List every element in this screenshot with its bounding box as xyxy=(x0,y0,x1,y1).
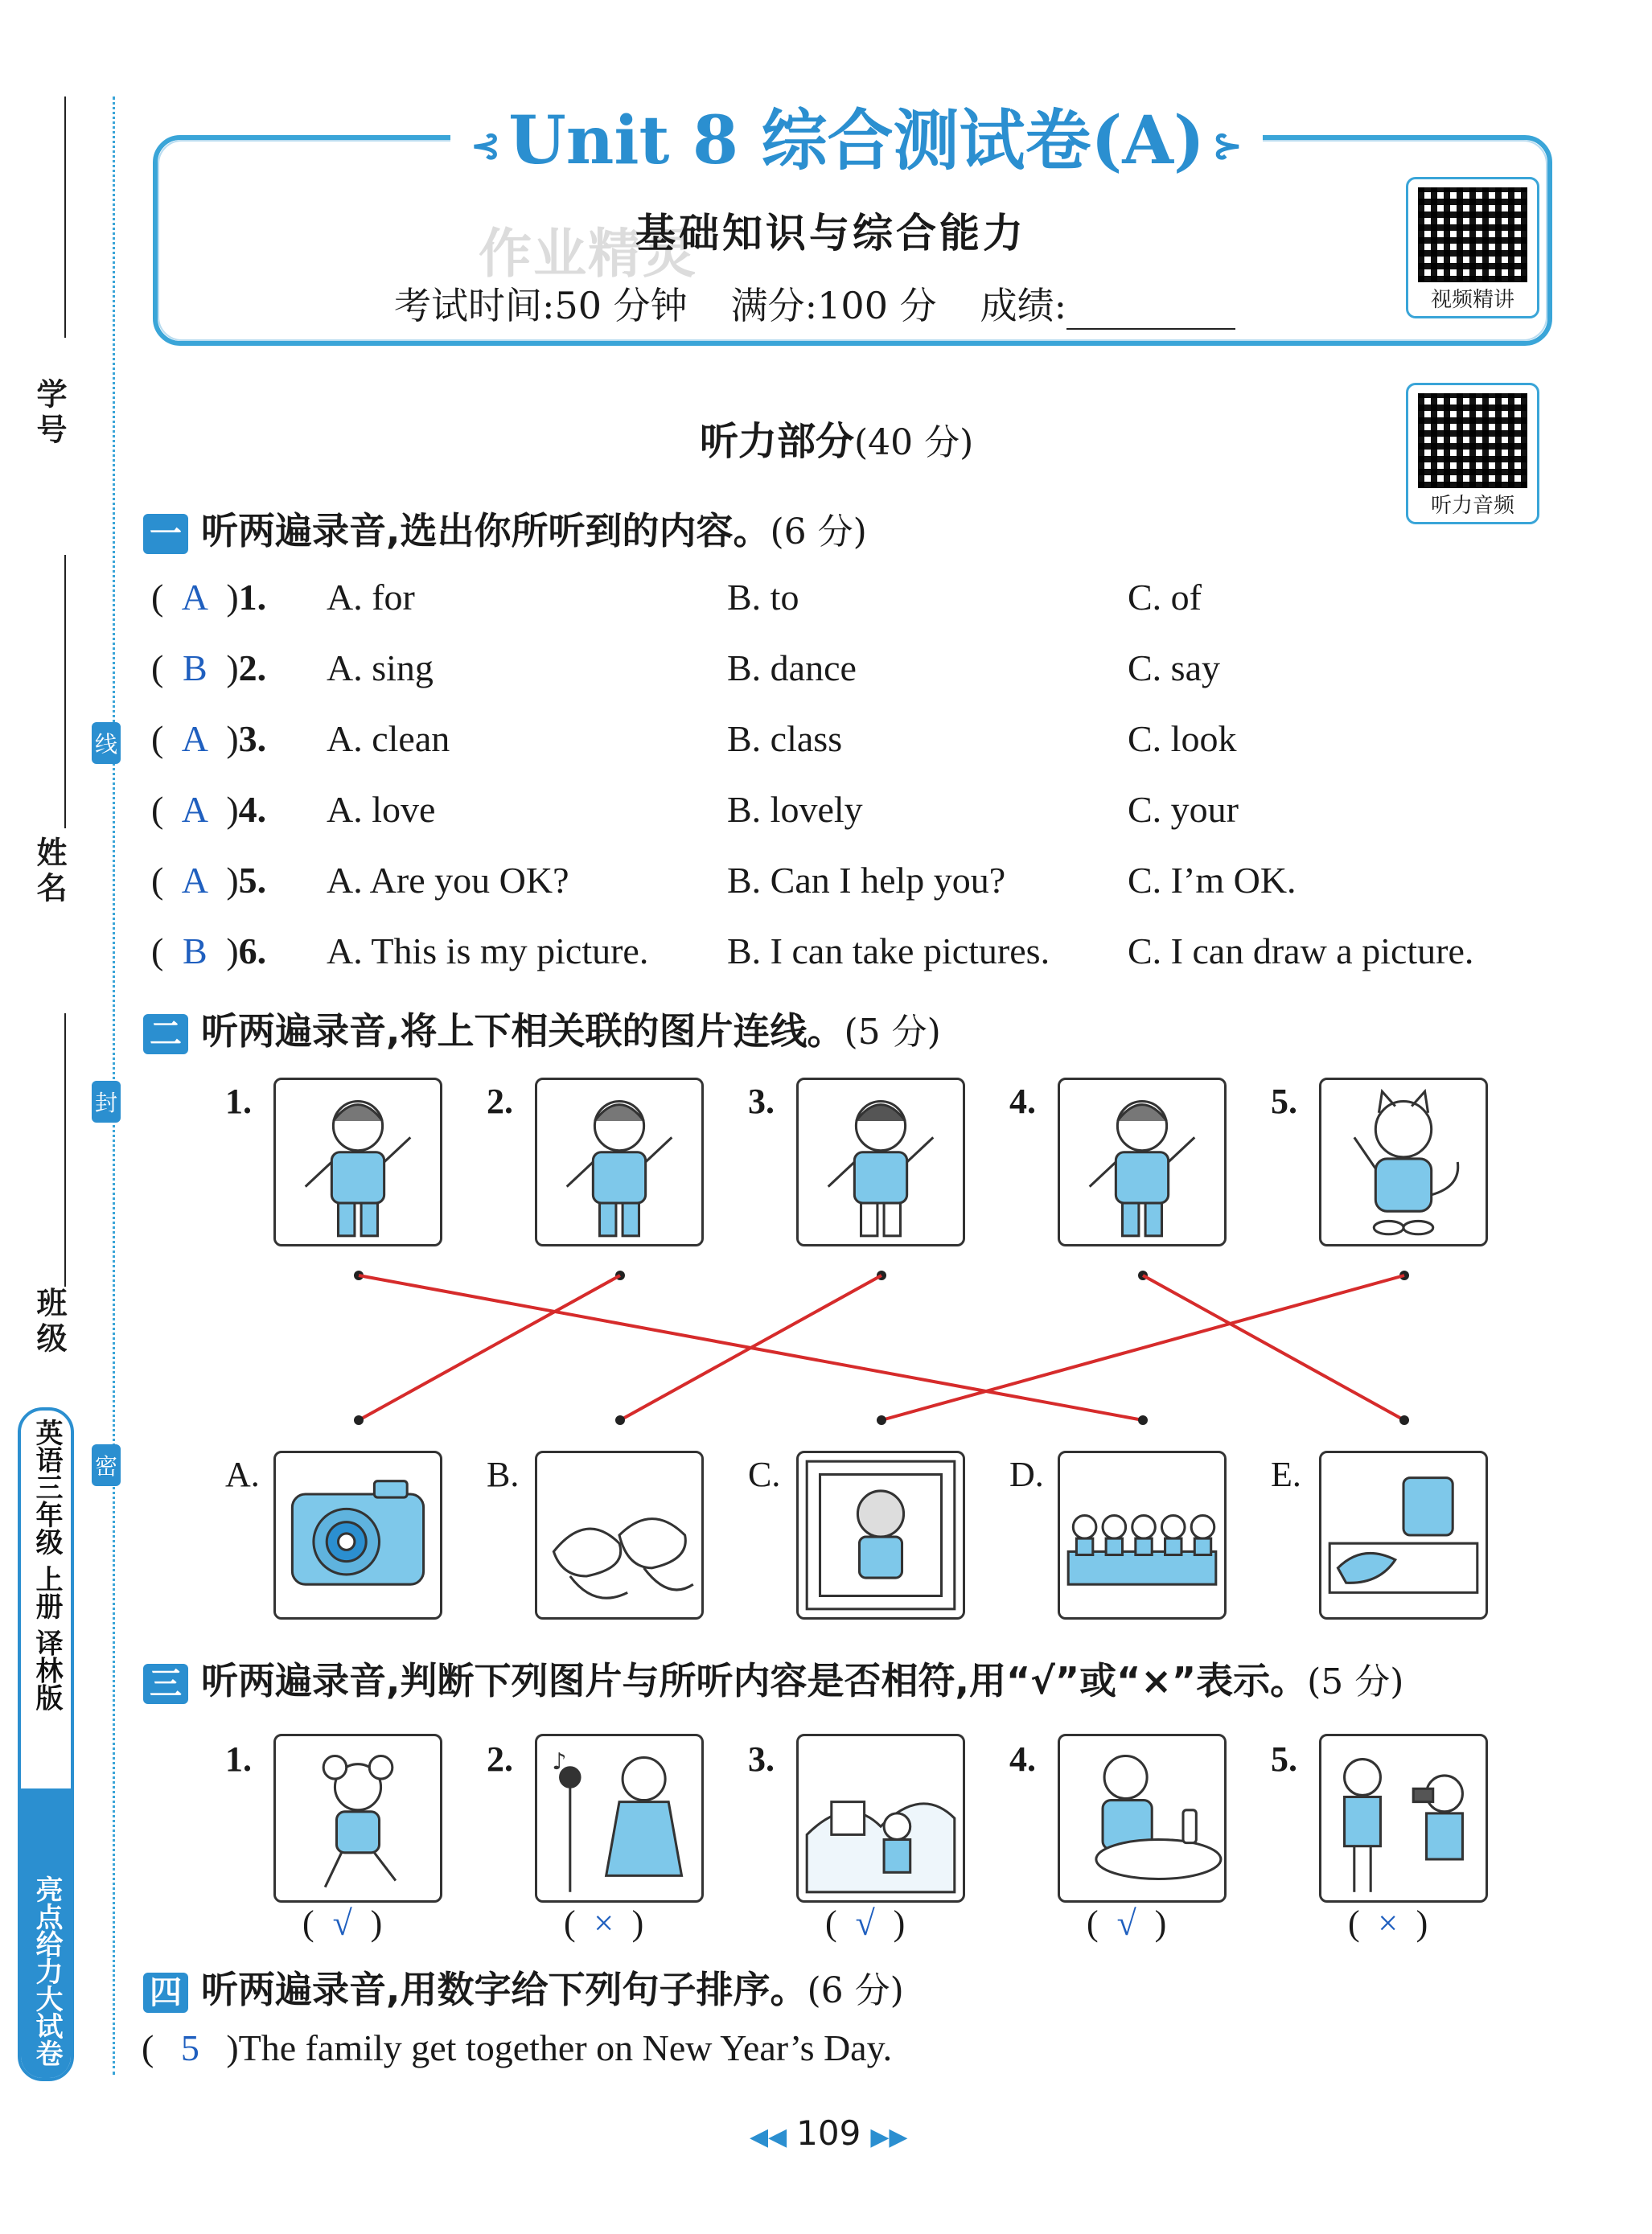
top-picture-label: 3. xyxy=(748,1082,775,1121)
section-2-points: (5 分) xyxy=(844,1012,941,1053)
question-number: 2. xyxy=(238,647,267,688)
cut-mark-secret: 密 xyxy=(92,1444,121,1486)
cut-mark-seal: 封 xyxy=(92,1081,121,1123)
judge-mark[interactable]: × xyxy=(1378,1903,1399,1943)
top-picture-label: 2. xyxy=(487,1082,513,1121)
judge-mark[interactable]: √ xyxy=(1116,1903,1136,1943)
question-number: 6. xyxy=(238,930,267,971)
option-c: C. of xyxy=(1128,577,1202,618)
judge-picture-card[interactable] xyxy=(1058,1734,1227,1903)
section-2-number: 二 xyxy=(143,1014,188,1054)
listening-title-text: 听力部分 xyxy=(700,419,855,464)
section-4-title: 听两遍录音,用数字给下列句子排序。 xyxy=(201,1968,808,2011)
option-b: B. class xyxy=(727,718,843,759)
option-c: C. your xyxy=(1128,789,1239,830)
judge-answer: ( × ) xyxy=(1348,1903,1428,1943)
question-row: ( B )2. A. sing B. dance C. say xyxy=(151,647,1220,688)
option-c: C. I’m OK. xyxy=(1128,860,1297,901)
left-arrow-icon: ⊰ xyxy=(471,125,501,166)
judge-mark[interactable]: √ xyxy=(332,1903,352,1943)
svg-text:♪: ♪ xyxy=(552,1747,567,1775)
match-line xyxy=(359,1275,620,1420)
option-a: A. Are you OK? xyxy=(327,860,569,901)
option-b: B. to xyxy=(727,577,799,618)
judge-mark[interactable]: √ xyxy=(855,1903,875,1943)
bottom-picture-label: C. xyxy=(748,1455,781,1494)
match-line xyxy=(1143,1275,1404,1420)
option-b: B. lovely xyxy=(727,789,863,830)
right-arrow-icon: ⊱ xyxy=(1212,125,1243,166)
answer-choice[interactable]: B xyxy=(182,647,208,688)
option-b: B. I can take pictures. xyxy=(727,930,1050,971)
match-line xyxy=(881,1275,1404,1420)
ordering-answer[interactable]: 5 xyxy=(180,2027,199,2068)
full-score: 满分:100 分 xyxy=(730,284,937,327)
option-c: C. I can draw a picture. xyxy=(1128,930,1474,971)
next-arrow-icon: ▶▶ xyxy=(870,2123,908,2151)
answer-choice[interactable]: B xyxy=(182,930,208,971)
section-3-heading xyxy=(143,1652,1403,1705)
judge-picture-label: 1. xyxy=(225,1739,252,1779)
question-row: ( A )3. A. clean B. class C. look xyxy=(151,718,1237,759)
judge-picture-card[interactable] xyxy=(1319,1734,1488,1903)
top-picture-label: 1. xyxy=(225,1082,252,1121)
judge-picture-card[interactable] xyxy=(796,1734,965,1903)
section-1-title: 听两遍录音,选出你所听到的内容。 xyxy=(201,509,771,552)
score-label: 成绩: xyxy=(980,284,1067,327)
page-number xyxy=(740,2113,917,2153)
cut-mark-line: 线 xyxy=(92,722,121,764)
judge-picture-label: 4. xyxy=(1009,1739,1036,1779)
listening-points: (40 分) xyxy=(854,422,974,463)
subtitle: 基础知识与综合能力 xyxy=(635,210,1026,257)
question-row: ( A )4. A. love B. lovely C. your xyxy=(151,789,1239,830)
student-no-label: 学号 xyxy=(31,378,67,449)
option-c: C. say xyxy=(1128,647,1220,688)
judge-picture-label: 2. xyxy=(487,1739,513,1779)
question-row: ( A )5. A. Are you OK? B. Can I help you? C. I’m OK. xyxy=(151,860,1297,901)
section-3-points: (5 分) xyxy=(1307,1661,1404,1702)
bottom-picture-card[interactable] xyxy=(796,1451,965,1620)
class-label: 班级 xyxy=(31,1287,67,1357)
bottom-match-dot[interactable] xyxy=(1138,1415,1148,1425)
bottom-picture-card[interactable] xyxy=(535,1451,704,1620)
top-picture-label: 4. xyxy=(1009,1082,1036,1121)
option-a: A. for xyxy=(327,577,415,618)
question-number: 3. xyxy=(238,718,267,759)
section-4-points: (6 分) xyxy=(807,1970,904,2011)
qr-audio-label: 听力音频 xyxy=(1430,494,1514,518)
bottom-picture-card[interactable] xyxy=(273,1451,442,1620)
bottom-picture-label: A. xyxy=(225,1455,260,1494)
judge-picture-label: 5. xyxy=(1271,1739,1297,1779)
option-a: A. This is my picture. xyxy=(327,930,649,971)
match-line xyxy=(620,1275,881,1420)
option-a: A. sing xyxy=(327,647,434,688)
question-number: 1. xyxy=(238,577,267,618)
name-label: 姓名 xyxy=(31,836,67,907)
judge-mark[interactable]: × xyxy=(594,1903,614,1943)
watermark: 作业精灵 xyxy=(479,223,697,285)
judge-picture-card[interactable] xyxy=(535,1734,704,1903)
bottom-match-dot[interactable] xyxy=(354,1415,364,1425)
bottom-picture-label: E. xyxy=(1271,1455,1301,1494)
prev-arrow-icon: ◀◀ xyxy=(750,2123,787,2151)
book-info: 英语三年级 上册 译林版 xyxy=(31,1419,63,1711)
option-b: B. Can I help you? xyxy=(727,860,1006,901)
section-4-heading xyxy=(143,1961,904,2014)
section-4-number: 四 xyxy=(143,1973,188,2013)
section-1-points: (6 分) xyxy=(770,511,867,552)
qr-video-label: 视频精讲 xyxy=(1430,288,1514,312)
question-row: ( B )6. A. This is my picture. B. I can take pictures. C. I can draw a picture. xyxy=(151,930,1474,971)
judge-picture-card[interactable] xyxy=(273,1734,442,1903)
bottom-match-dot[interactable] xyxy=(1399,1415,1409,1425)
judge-answer: ( √ ) xyxy=(302,1903,383,1943)
question-number: 4. xyxy=(238,789,267,830)
bottom-picture-label: D. xyxy=(1009,1455,1044,1494)
top-picture-label: 5. xyxy=(1271,1082,1297,1121)
answer-choice[interactable]: A xyxy=(181,718,208,759)
judge-answer: ( × ) xyxy=(564,1903,644,1943)
bottom-picture-card[interactable] xyxy=(1319,1451,1488,1620)
section-2-title: 听两遍录音,将上下相关联的图片连线。 xyxy=(201,1009,844,1053)
judge-picture-label: 3. xyxy=(748,1739,775,1779)
judge-answer: ( √ ) xyxy=(1087,1903,1167,1943)
page-number-text: 109 xyxy=(796,2113,861,2153)
bottom-match-dot[interactable] xyxy=(615,1415,625,1425)
option-b: B. dance xyxy=(727,647,857,688)
answer-choice[interactable]: A xyxy=(181,789,208,830)
section-3-number: 三 xyxy=(143,1664,188,1704)
judge-answer: ( √ ) xyxy=(825,1903,906,1943)
question-number: 5. xyxy=(238,860,267,901)
ordering-sentence: The family get together on New Year’s Day. xyxy=(238,2027,893,2068)
exam-time: 考试时间:50 分钟 xyxy=(394,284,688,327)
ordering-item: ( 5 )The family get together on New Year’s Day. xyxy=(142,2027,893,2068)
bottom-picture-label: B. xyxy=(487,1455,520,1494)
answer-choice[interactable]: A xyxy=(181,577,208,618)
answer-choice[interactable]: A xyxy=(181,860,208,901)
option-a: A. clean xyxy=(327,718,450,759)
bottom-picture-card[interactable] xyxy=(1058,1451,1227,1620)
book-series: 亮点给力大试卷 xyxy=(31,1875,63,2067)
section-3-title: 听两遍录音,判断下列图片与所听内容是否相符,用“√”或“×”表示。 xyxy=(201,1659,1308,1702)
question-row: ( A )1. A. for B. to C. of xyxy=(151,577,1202,618)
unit-title-text: Unit 8 综合测试卷(A) xyxy=(508,102,1205,179)
option-a: A. love xyxy=(327,789,436,830)
bottom-match-dot[interactable] xyxy=(877,1415,886,1425)
section-1-number: 一 xyxy=(143,514,188,554)
option-c: C. look xyxy=(1128,718,1237,759)
